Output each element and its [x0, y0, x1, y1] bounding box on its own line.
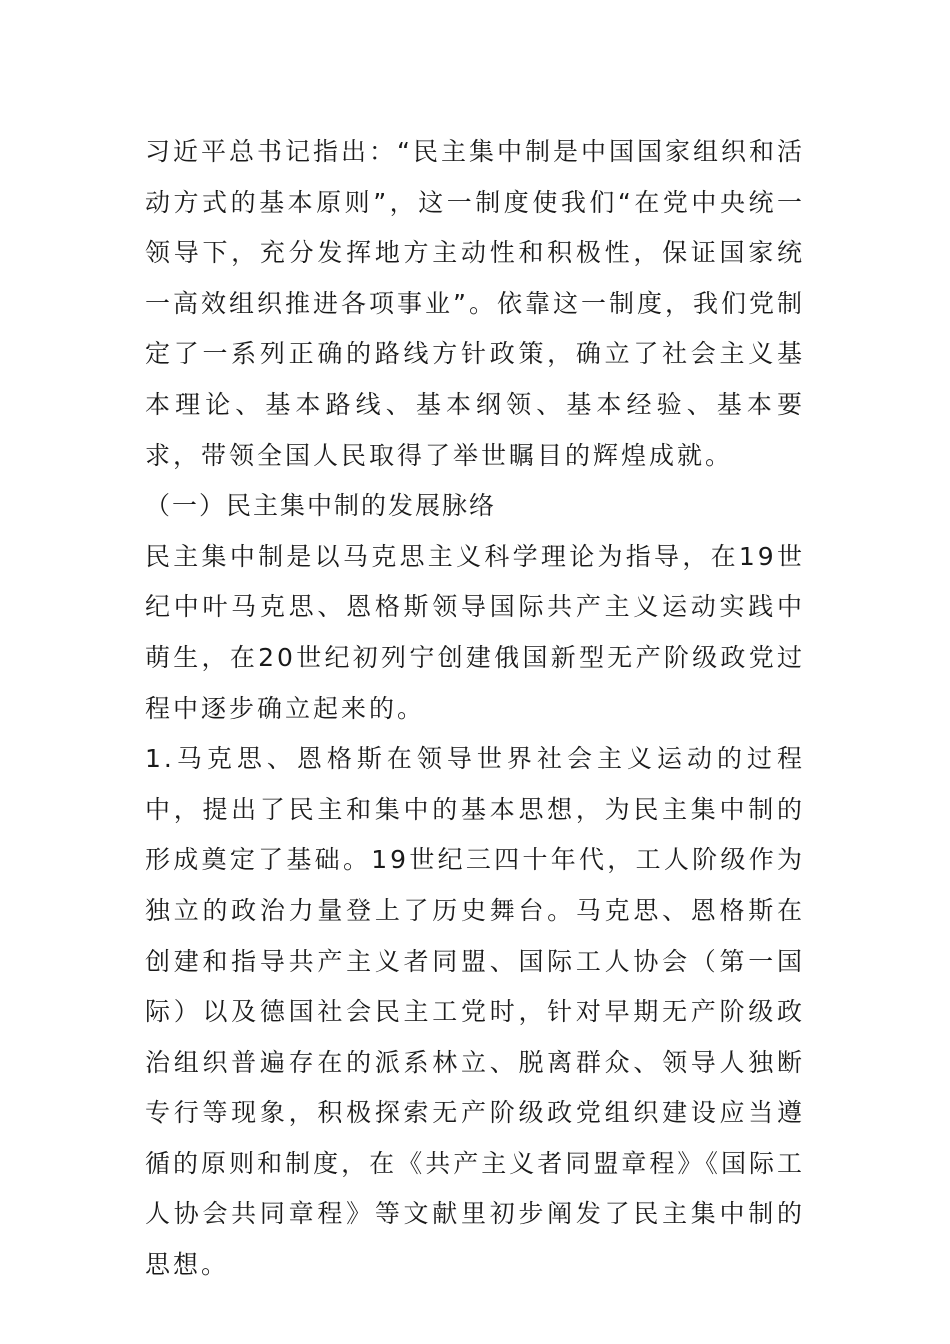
paragraph-origin: 民主集中制是以马克思主义科学理论为指导，在19世纪中叶马克思、恩格斯领导国际共产主义运动实践中萌生，在20世纪初列宁创建俄国新型无产阶级政党过程中逐步确立起来的。	[145, 541, 805, 723]
document-body	[145, 127, 805, 1291]
paragraph-marx-engels: 1.马克思、恩格斯在领导世界社会主义运动的过程中，提出了民主和集中的基本思想，为民主集中制的形成奠定了基础。19世纪三四十年代，工人阶级作为独立的政治力量登上了历史舞台。马克思、恩格斯在创建和指导共产主义者同盟、国际工人协会（第一国际）以及德国社会民主工党时，针对早期无产阶级政治组织普遍存在的派系林立、脱离群众、领导人独断专行等现象，积极探索无产阶级政党组织建设应当遵循的原则和制度，在《共产主义者同盟章程》《国际工人协会共同章程》等文献里初步阐发了民主集中制的思想。	[145, 744, 805, 1280]
section-heading: （一）民主集中制的发展脉络	[145, 491, 497, 521]
paragraph-intro: 习近平总书记指出：“民主集中制是中国国家组织和活动方式的基本原则”，这一制度使我们“在党中央统一领导下，充分发挥地方主动性和积极性，保证国家统一高效组织推进各项事业”。依靠这一制度，我们党制定了一系列正确的路线方针政策，确立了社会主义基本理论、基本路线、基本纲领、基本经验、基本要求，带领全国人民取得了举世瞩目的辉煌成就。	[145, 137, 805, 470]
